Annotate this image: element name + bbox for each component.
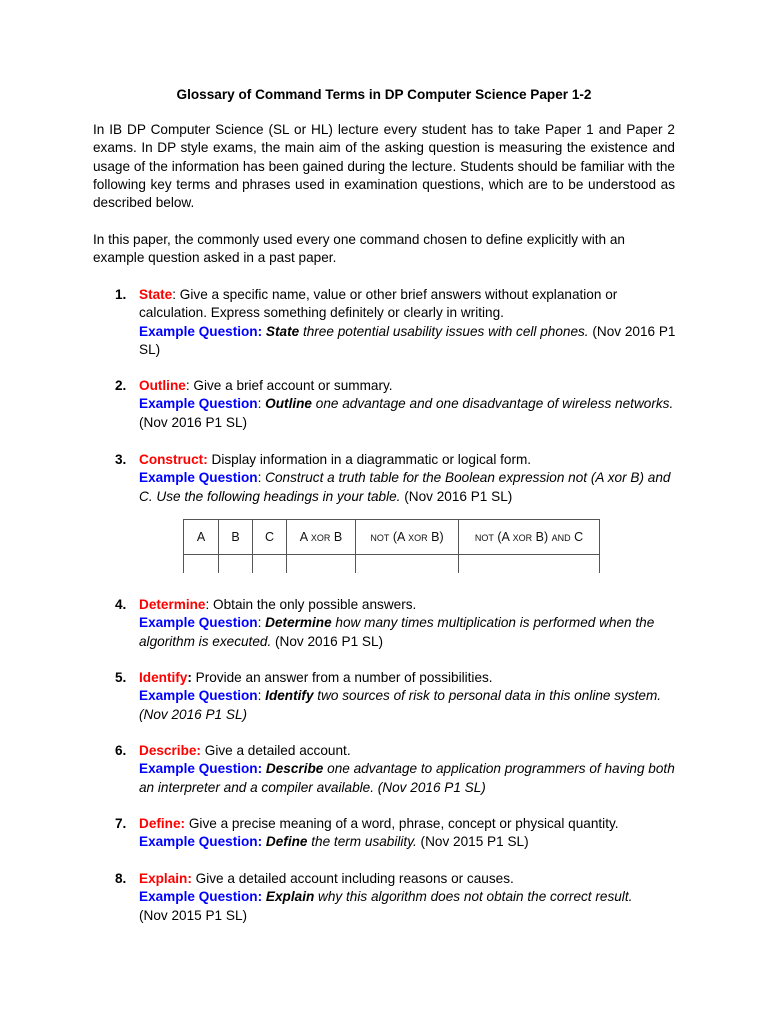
truth-table-cell <box>356 555 459 574</box>
term: Identify <box>139 670 188 685</box>
example-ref: (Nov 2015 P1 SL) <box>416 834 529 850</box>
term: State <box>139 287 173 302</box>
term: Describe: <box>139 743 201 758</box>
truth-table-cell <box>253 555 287 574</box>
definition: Give a detailed account including reasons or causes. <box>191 871 514 886</box>
example-label: Example Question: <box>139 889 263 905</box>
example-label: Example Question <box>139 615 258 631</box>
term: Explain: <box>139 871 192 886</box>
example-text: one advantage and one disadvantage of wireless networks. <box>312 396 674 412</box>
example-label: Example Question: <box>139 834 263 850</box>
intro-paragraph-2: In this paper, the commonly used every one command chosen to define explicitly with an example question asked in a past paper. <box>93 232 625 266</box>
example-command: Explain <box>265 889 315 905</box>
item-body <box>139 669 679 724</box>
example-command: Outline <box>265 396 312 412</box>
item-body <box>139 286 679 359</box>
example-command: Describe <box>265 761 324 777</box>
example-ref: (Nov 2016 P1 SL) <box>139 414 248 430</box>
example-ref: (Nov 2016 P1 SL) <box>400 488 513 504</box>
truth-table-header: not (A xor B) <box>356 520 459 555</box>
item-body <box>139 870 679 925</box>
example-colon: : <box>257 396 266 412</box>
term: Determine <box>139 597 206 612</box>
item-number: 5. <box>115 670 127 685</box>
item-body <box>139 815 679 852</box>
definition: Give a precise meaning of a word, phrase, concept or physical quantity. <box>185 816 619 831</box>
example-text: how many times multiplication is performed when the algorithm is executed. <box>139 615 655 649</box>
example-command: Identify <box>265 688 314 704</box>
definition: : Obtain the only possible answers. <box>205 597 417 612</box>
term: Outline <box>139 378 186 393</box>
definition: Display information in a diagrammatic or logical form. <box>207 452 532 467</box>
item-number: 3. <box>115 452 127 467</box>
example-command: Define <box>265 834 308 850</box>
example-colon: : <box>257 688 266 704</box>
example-ref: (Nov 2016 P1 SL) <box>271 633 384 649</box>
truth-table-cell <box>184 555 219 574</box>
example-label: Example Question <box>139 688 258 704</box>
example-label: Example Question <box>139 396 258 412</box>
example-text: Construct a truth table for the Boolean expression not (A xor B) and C. Use the following headings in your table. <box>139 470 671 504</box>
item-number: 6. <box>115 743 127 758</box>
example-label: Example Question: <box>139 761 263 777</box>
example-colon: : <box>257 470 266 486</box>
item-body <box>139 377 679 432</box>
example-ref: (Nov 2016 P1 SL) <box>139 323 676 357</box>
definition: : Give a brief account or summary. <box>185 378 393 393</box>
example-text: why this algorithm does not obtain the correct result. <box>314 889 633 905</box>
item-body <box>139 742 679 797</box>
example-label: Example Question <box>139 470 258 486</box>
item-body <box>139 451 679 506</box>
example-text: the term usability. <box>307 834 417 850</box>
item-number: 7. <box>115 816 127 831</box>
truth-table-cell <box>459 555 600 574</box>
truth-table-empty-row <box>184 555 600 574</box>
item-body <box>139 596 679 651</box>
truth-table-cell <box>219 555 253 574</box>
item-number: 8. <box>115 871 127 886</box>
page-title: Glossary of Command Terms in DP Computer Science Paper 1-2 <box>176 87 592 102</box>
term: Define: <box>139 816 186 831</box>
example-text: three potential usability issues with cell phones. <box>299 323 589 339</box>
definition: : Give a specific name, value or other brief answers without explanation or calculation. Express something definitely or clearly in writing. <box>139 287 618 321</box>
item-number: 4. <box>115 597 127 612</box>
truth-table-header: C <box>253 520 287 555</box>
truth-table-header-row <box>184 520 600 555</box>
term: Construct: <box>139 452 208 467</box>
definition: Give a detailed account. <box>200 743 351 758</box>
truth-table-header: not (A xor B) and C <box>459 520 600 555</box>
example-label: Example Question: <box>139 323 263 339</box>
example-command: State <box>265 323 300 339</box>
intro-paragraph: In IB DP Computer Science (SL or HL) lecture every student has to take Paper 1 and Paper 2 exams. In DP style exams, the main aim of the asking question is measuring the existence and usage of the information has been gained during the lecture. Students should be familiar with the following key terms and phrases used in examination questions, which are to be understood as described below. <box>93 122 675 211</box>
truth-table-header: A xor B <box>287 520 356 555</box>
example-ref: (Nov 2015 P1 SL) <box>139 907 248 923</box>
term-colon: : <box>187 670 192 685</box>
item-number: 2. <box>115 378 127 393</box>
definition: Provide an answer from a number of possibilities. <box>191 670 493 685</box>
truth-table-header: B <box>219 520 253 555</box>
example-colon: : <box>257 615 266 631</box>
truth-table <box>183 519 600 573</box>
truth-table-header: A <box>184 520 219 555</box>
item-number: 1. <box>115 287 127 302</box>
example-text: two sources of risk to personal data in this online system. (Nov 2016 P1 SL) <box>139 688 662 722</box>
example-text: one advantage to application programmers of having both an interpreter and a compiler available. (Nov 2016 P1 SL) <box>139 761 675 795</box>
example-command: Determine <box>265 615 332 631</box>
truth-table-cell <box>287 555 356 574</box>
